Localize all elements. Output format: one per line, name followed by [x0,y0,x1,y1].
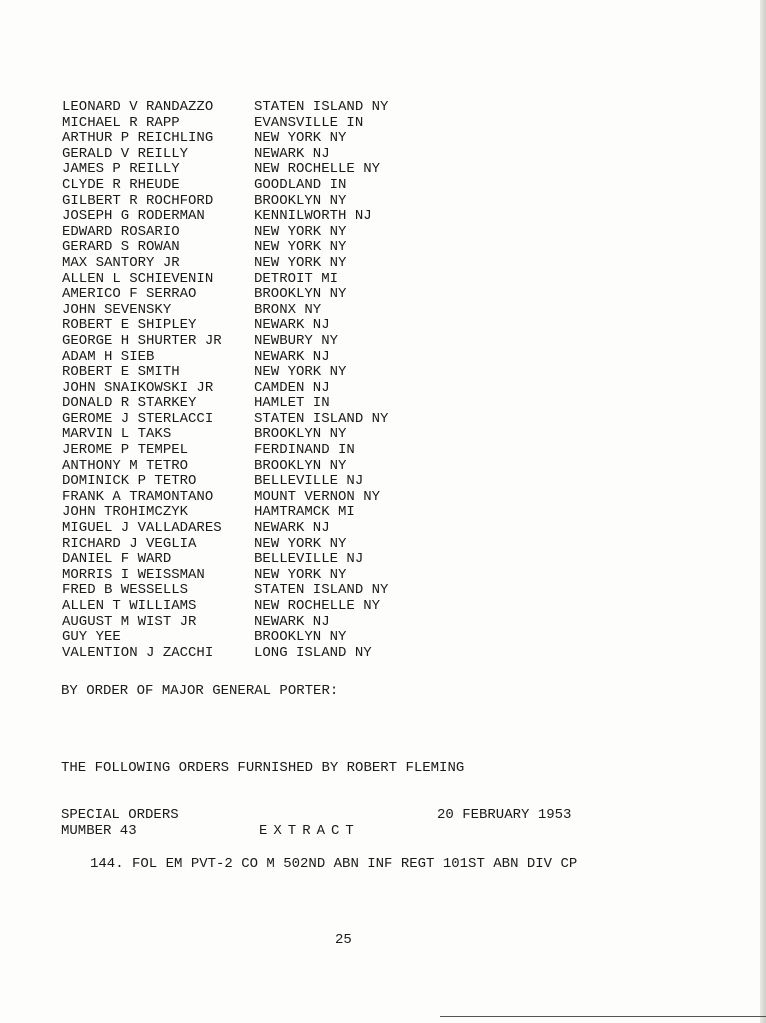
order-number: MUMBER 43 [61,823,137,839]
roster-place: NEWARK NJ [254,520,330,537]
roster-name: DONALD R STARKEY [62,395,197,412]
page-edge-shadow [760,0,766,1023]
roster-name: EDWARD ROSARIO [62,223,180,240]
roster-name: JAMES P REILLY [62,161,180,178]
roster-row [62,646,388,662]
roster-name: GERARD S ROWAN [62,239,180,256]
roster-row [62,365,388,381]
roster-place: NEW YORK NY [254,364,347,381]
roster-row [62,505,388,521]
roster-place: HAMTRAMCK MI [254,504,355,521]
roster-row [62,162,388,178]
roster-row [62,178,388,194]
roster-row [62,537,388,553]
roster-name: JOSEPH G RODERMAN [62,208,205,225]
roster-place: LONG ISLAND NY [254,644,372,661]
roster-place: STATEN ISLAND NY [254,99,389,115]
roster-row [62,490,388,506]
roster-row [62,225,388,241]
roster-row [62,147,388,163]
order-paragraph: 144. FOL EM PVT-2 CO M 502ND ABN INF REGT 101ST ABN DIV CP [90,856,578,872]
roster-place: GOODLAND IN [254,176,347,193]
roster-place: NEW YORK NY [254,535,347,552]
roster-row [62,334,388,350]
roster-name: DANIEL F WARD [62,551,172,568]
roster-name: ADAM H SIEB [62,348,155,365]
roster-name: MIGUEL J VALLADARES [62,520,222,537]
roster-place: STATEN ISLAND NY [254,410,389,427]
roster-place: NEW YORK NY [254,223,347,240]
roster-row [62,396,388,412]
roster-row [62,209,388,225]
roster-place: NEWARK NJ [254,348,330,365]
roster-place: BROOKLYN NY [254,629,347,646]
roster-name: ALLEN L SCHIEVENIN [62,270,214,287]
roster-place: KENNILWORTH NJ [254,208,372,225]
roster-place: DETROIT MI [254,270,339,287]
roster-place: NEW ROCHELLE NY [254,598,381,614]
roster-name: GUY YEE [62,629,121,646]
roster-name: AMERICO F SERRAO [62,286,197,303]
roster-name: MARVIN L TAKS [62,426,172,443]
roster-name: DOMINICK P TETRO [62,473,197,490]
roster-name: JEROME P TEMPEL [62,442,189,459]
roster-row [62,240,388,256]
roster-row [62,568,388,584]
furnished-by-line: THE FOLLOWING ORDERS FURNISHED BY ROBERT FLEMING [61,760,465,776]
roster-place: NEW ROCHELLE NY [254,161,381,178]
roster-place: STATEN ISLAND NY [254,582,389,599]
roster-place: FERDINAND IN [254,442,355,459]
roster-name: ROBERT E SHIPLEY [62,317,197,334]
roster-row [62,116,388,132]
roster-row [62,459,388,475]
roster-name: GILBERT R ROCHFORD [62,192,214,209]
roster-name: ALLEN T WILLIAMS [62,598,197,614]
roster-place: NEWARK NJ [254,613,330,630]
roster-name: FRANK A TRAMONTANO [62,488,214,505]
order-by-line: BY ORDER OF MAJOR GENERAL PORTER: [61,683,339,699]
roster-row [62,443,388,459]
roster-row [62,474,388,490]
roster-name: GERALD V REILLY [62,145,189,162]
roster-name: ARTHUR P REICHLING [62,130,214,147]
roster-row [62,194,388,210]
roster-row [62,318,388,334]
roster-place: NEW YORK NY [254,254,347,271]
roster-place: HAMLET IN [254,395,330,412]
roster-name: JOHN SEVENSKY [62,301,172,318]
roster-place: BROOKLYN NY [254,457,347,474]
roster-name: VALENTION J ZACCHI [62,644,214,661]
roster-row [62,427,388,443]
extract-heading: EXTRACT [259,823,360,839]
roster-row [62,303,388,319]
roster-name: MAX SANTORY JR [62,254,180,271]
roster-row [62,552,388,568]
roster-place: BELLEVILLE NJ [254,473,364,490]
roster-row [62,287,388,303]
roster-row [62,272,388,288]
roster-name: LEONARD V RANDAZZO [62,99,214,115]
roster-place: BELLEVILLE NJ [254,551,364,568]
roster-name: FRED B WESSELLS [62,582,189,599]
roster-name: JOHN TROHIMCZYK [62,504,189,521]
roster-row [62,100,388,116]
page-bottom-edge [440,1016,766,1017]
roster-list [62,100,388,661]
roster-place: NEW YORK NY [254,239,347,256]
roster-place: BROOKLYN NY [254,286,347,303]
roster-name: AUGUST M WIST JR [62,613,197,630]
roster-row [62,599,388,615]
special-orders-label: SPECIAL ORDERS [61,807,179,823]
roster-place: NEW YORK NY [254,566,347,583]
roster-place: MOUNT VERNON NY [254,488,381,505]
roster-name: GEORGE H SHURTER JR [62,332,222,349]
roster-place: NEW YORK NY [254,130,347,147]
roster-place: BRONX NY [254,301,322,318]
roster-row [62,350,388,366]
roster-row [62,256,388,272]
roster-name: MORRIS I WEISSMAN [62,566,205,583]
roster-name: GEROME J STERLACCI [62,410,214,427]
roster-row [62,615,388,631]
order-date: 20 FEBRUARY 1953 [437,807,572,823]
roster-name: JOHN SNAIKOWSKI JR [62,379,214,396]
page-number: 25 [335,932,352,948]
roster-name: CLYDE R RHEUDE [62,176,180,193]
roster-place: EVANSVILLE IN [254,114,364,131]
roster-name: ROBERT E SMITH [62,364,180,381]
roster-place: NEWARK NJ [254,317,330,334]
roster-place: BROOKLYN NY [254,426,347,443]
roster-row [62,583,388,599]
roster-row [62,630,388,646]
roster-place: NEWBURY NY [254,332,339,349]
roster-place: NEWARK NJ [254,145,330,162]
roster-row [62,381,388,397]
roster-place: CAMDEN NJ [254,379,330,396]
roster-place: BROOKLYN NY [254,192,347,209]
roster-row [62,412,388,428]
roster-name: RICHARD J VEGLIA [62,535,197,552]
roster-name: MICHAEL R RAPP [62,114,180,131]
roster-row [62,131,388,147]
roster-name: ANTHONY M TETRO [62,457,189,474]
roster-row [62,521,388,537]
